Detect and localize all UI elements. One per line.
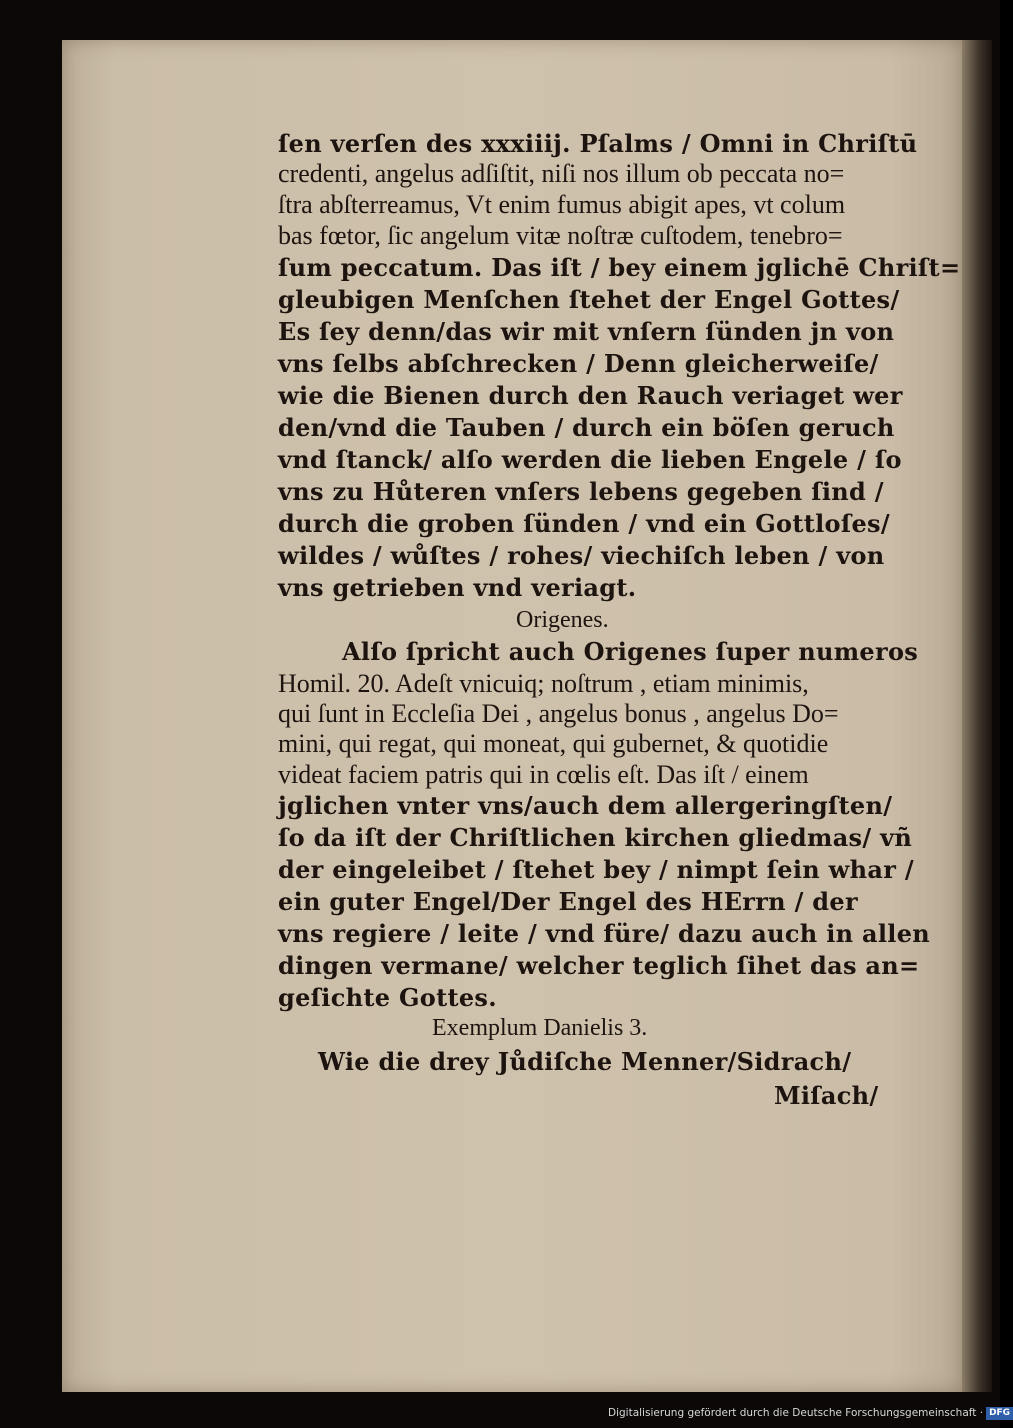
- text-line: ein guter Engel/Der Engel des HErrn / der: [278, 887, 858, 916]
- text-line: qui ſunt in Eccleſia Dei , angelus bonus , angelus Do=: [278, 699, 839, 728]
- text-line: Wie die drey Jůdiſche Menner/Sidrach/: [318, 1047, 852, 1076]
- text-line: durch die groben ſünden / vnd ein Gottloſes/: [278, 509, 890, 538]
- text-line: geſichte Gottes.: [278, 983, 497, 1012]
- text-line: gleubigen Menſchen ſtehet der Engel Gottes/: [278, 285, 900, 314]
- credit-text: Digitalisierung gefördert durch die Deutsche Forschungsgemeinschaft ·: [608, 1407, 984, 1419]
- text-line: den/vnd die Tauben / durch ein böſen geruch: [278, 413, 895, 442]
- text-line: vnd ſtanck/ alſo werden die lieben Engele / ſo: [278, 445, 902, 474]
- section-heading: Origenes.: [516, 607, 609, 633]
- text-line: wie die Bienen durch den Rauch veriaget wer: [278, 381, 903, 410]
- text-line: ſum peccatum. Das iſt / bey einem jglichē Chriſt=: [278, 253, 961, 282]
- dfg-logo-icon: DFG: [986, 1407, 1013, 1420]
- text-line: dingen vermane/ welcher teglich ſihet das an=: [278, 951, 920, 980]
- text-line: Homil. 20. Adeſt vnicuiq; noſtrum , etiam minimis,: [278, 669, 809, 698]
- text-line: credenti, angelus adſiſtit, niſi nos illum ob peccata no=: [278, 159, 845, 188]
- digitization-credit: [608, 1404, 1011, 1422]
- text-line: wildes / wůſtes / rohes/ viechiſch leben / von: [278, 541, 885, 570]
- text-line: vns zu Hůteren vnſers lebens gegeben ſind /: [278, 477, 884, 506]
- text-line: ſen verſen des xxxiiij. Pſalms / Omni in Chriſtū: [278, 129, 918, 158]
- text-line: Es ſey denn/das wir mit vnſern ſünden jn von: [278, 317, 895, 346]
- text-line: bas fœtor, ſic angelum vitæ noſtræ cuſtodem, tenebro=: [278, 221, 843, 250]
- text-line: ſo da iſt der Chriſtlichen kirchen gliedmas/ vñ: [278, 823, 913, 852]
- text-line: ſtra abſterreamus, Vt enim fumus abigit apes, vt colum: [278, 190, 846, 219]
- section-heading: Exemplum Danielis 3.: [432, 1015, 648, 1041]
- book-gutter: [962, 40, 992, 1392]
- text-line: vns regiere / leite / vnd füre/ dazu auch in allen: [278, 919, 931, 948]
- text-line: mini, qui regat, qui moneat, qui gubernet, & quotidie: [278, 729, 829, 758]
- text-line: vns getrieben vnd veriagt.: [278, 573, 637, 602]
- text-line: Alſo ſpricht auch Origenes ſuper numeros: [342, 637, 919, 666]
- text-line: videat faciem patris qui in cœlis eſt. Das iſt / einem: [278, 760, 809, 789]
- text-line: jglichen vnter vns/auch dem allergeringſten/: [278, 791, 893, 820]
- catchword: Miſach/: [774, 1081, 879, 1110]
- text-line: der eingeleibet / ſtehet bey / nimpt ſein whar /: [278, 855, 914, 884]
- text-line: vns ſelbs abſchrecken / Denn gleicherweiſe/: [278, 349, 879, 378]
